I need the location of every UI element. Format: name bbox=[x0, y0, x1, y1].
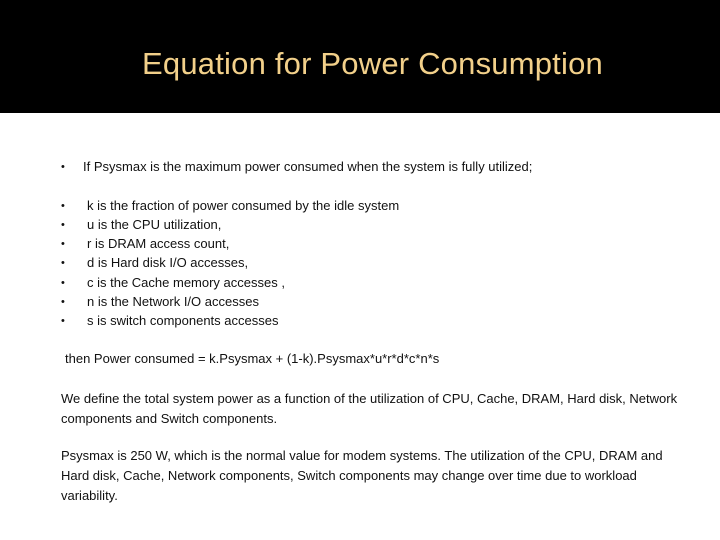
paragraph-psysmax: Psysmax is 250 W, which is the normal value for modem systems. The utilization of the CPU, DRAM and Hard disk, Cache, Network components, Switch components may change over time due to workload variability. bbox=[61, 448, 663, 503]
paragraph-system-power: We define the total system power as a function of the utilization of CPU, Cache, DRAM, Hard disk, Network components and Switch components. bbox=[61, 391, 678, 426]
bullet-icon: • bbox=[61, 219, 65, 231]
definition-item: s is switch components accesses bbox=[87, 313, 279, 328]
bullet-icon: • bbox=[61, 296, 65, 308]
bullet-icon: • bbox=[61, 238, 65, 250]
bullet-icon: • bbox=[61, 200, 65, 212]
bullet-icon: • bbox=[61, 315, 65, 327]
slide-title: Equation for Power Consumption bbox=[142, 46, 603, 81]
intro-bullet-text: If Psysmax is the maximum power consumed when the system is fully utilized; bbox=[83, 159, 533, 174]
bullet-icon: • bbox=[61, 257, 65, 269]
definition-item: r is DRAM access count, bbox=[87, 236, 230, 251]
definition-item: u is the CPU utilization, bbox=[87, 217, 222, 232]
definition-item: d is Hard disk I/O accesses, bbox=[87, 255, 249, 270]
definition-item: k is the fraction of power consumed by the idle system bbox=[87, 198, 400, 213]
bullet-icon: • bbox=[61, 277, 65, 289]
bullet-icon: • bbox=[61, 161, 65, 173]
power-equation: then Power consumed = k.Psysmax + (1-k).Psysmax*u*r*d*c*n*s bbox=[65, 351, 440, 366]
definition-item: c is the Cache memory accesses , bbox=[87, 275, 285, 290]
definition-item: n is the Network I/O accesses bbox=[87, 294, 259, 309]
